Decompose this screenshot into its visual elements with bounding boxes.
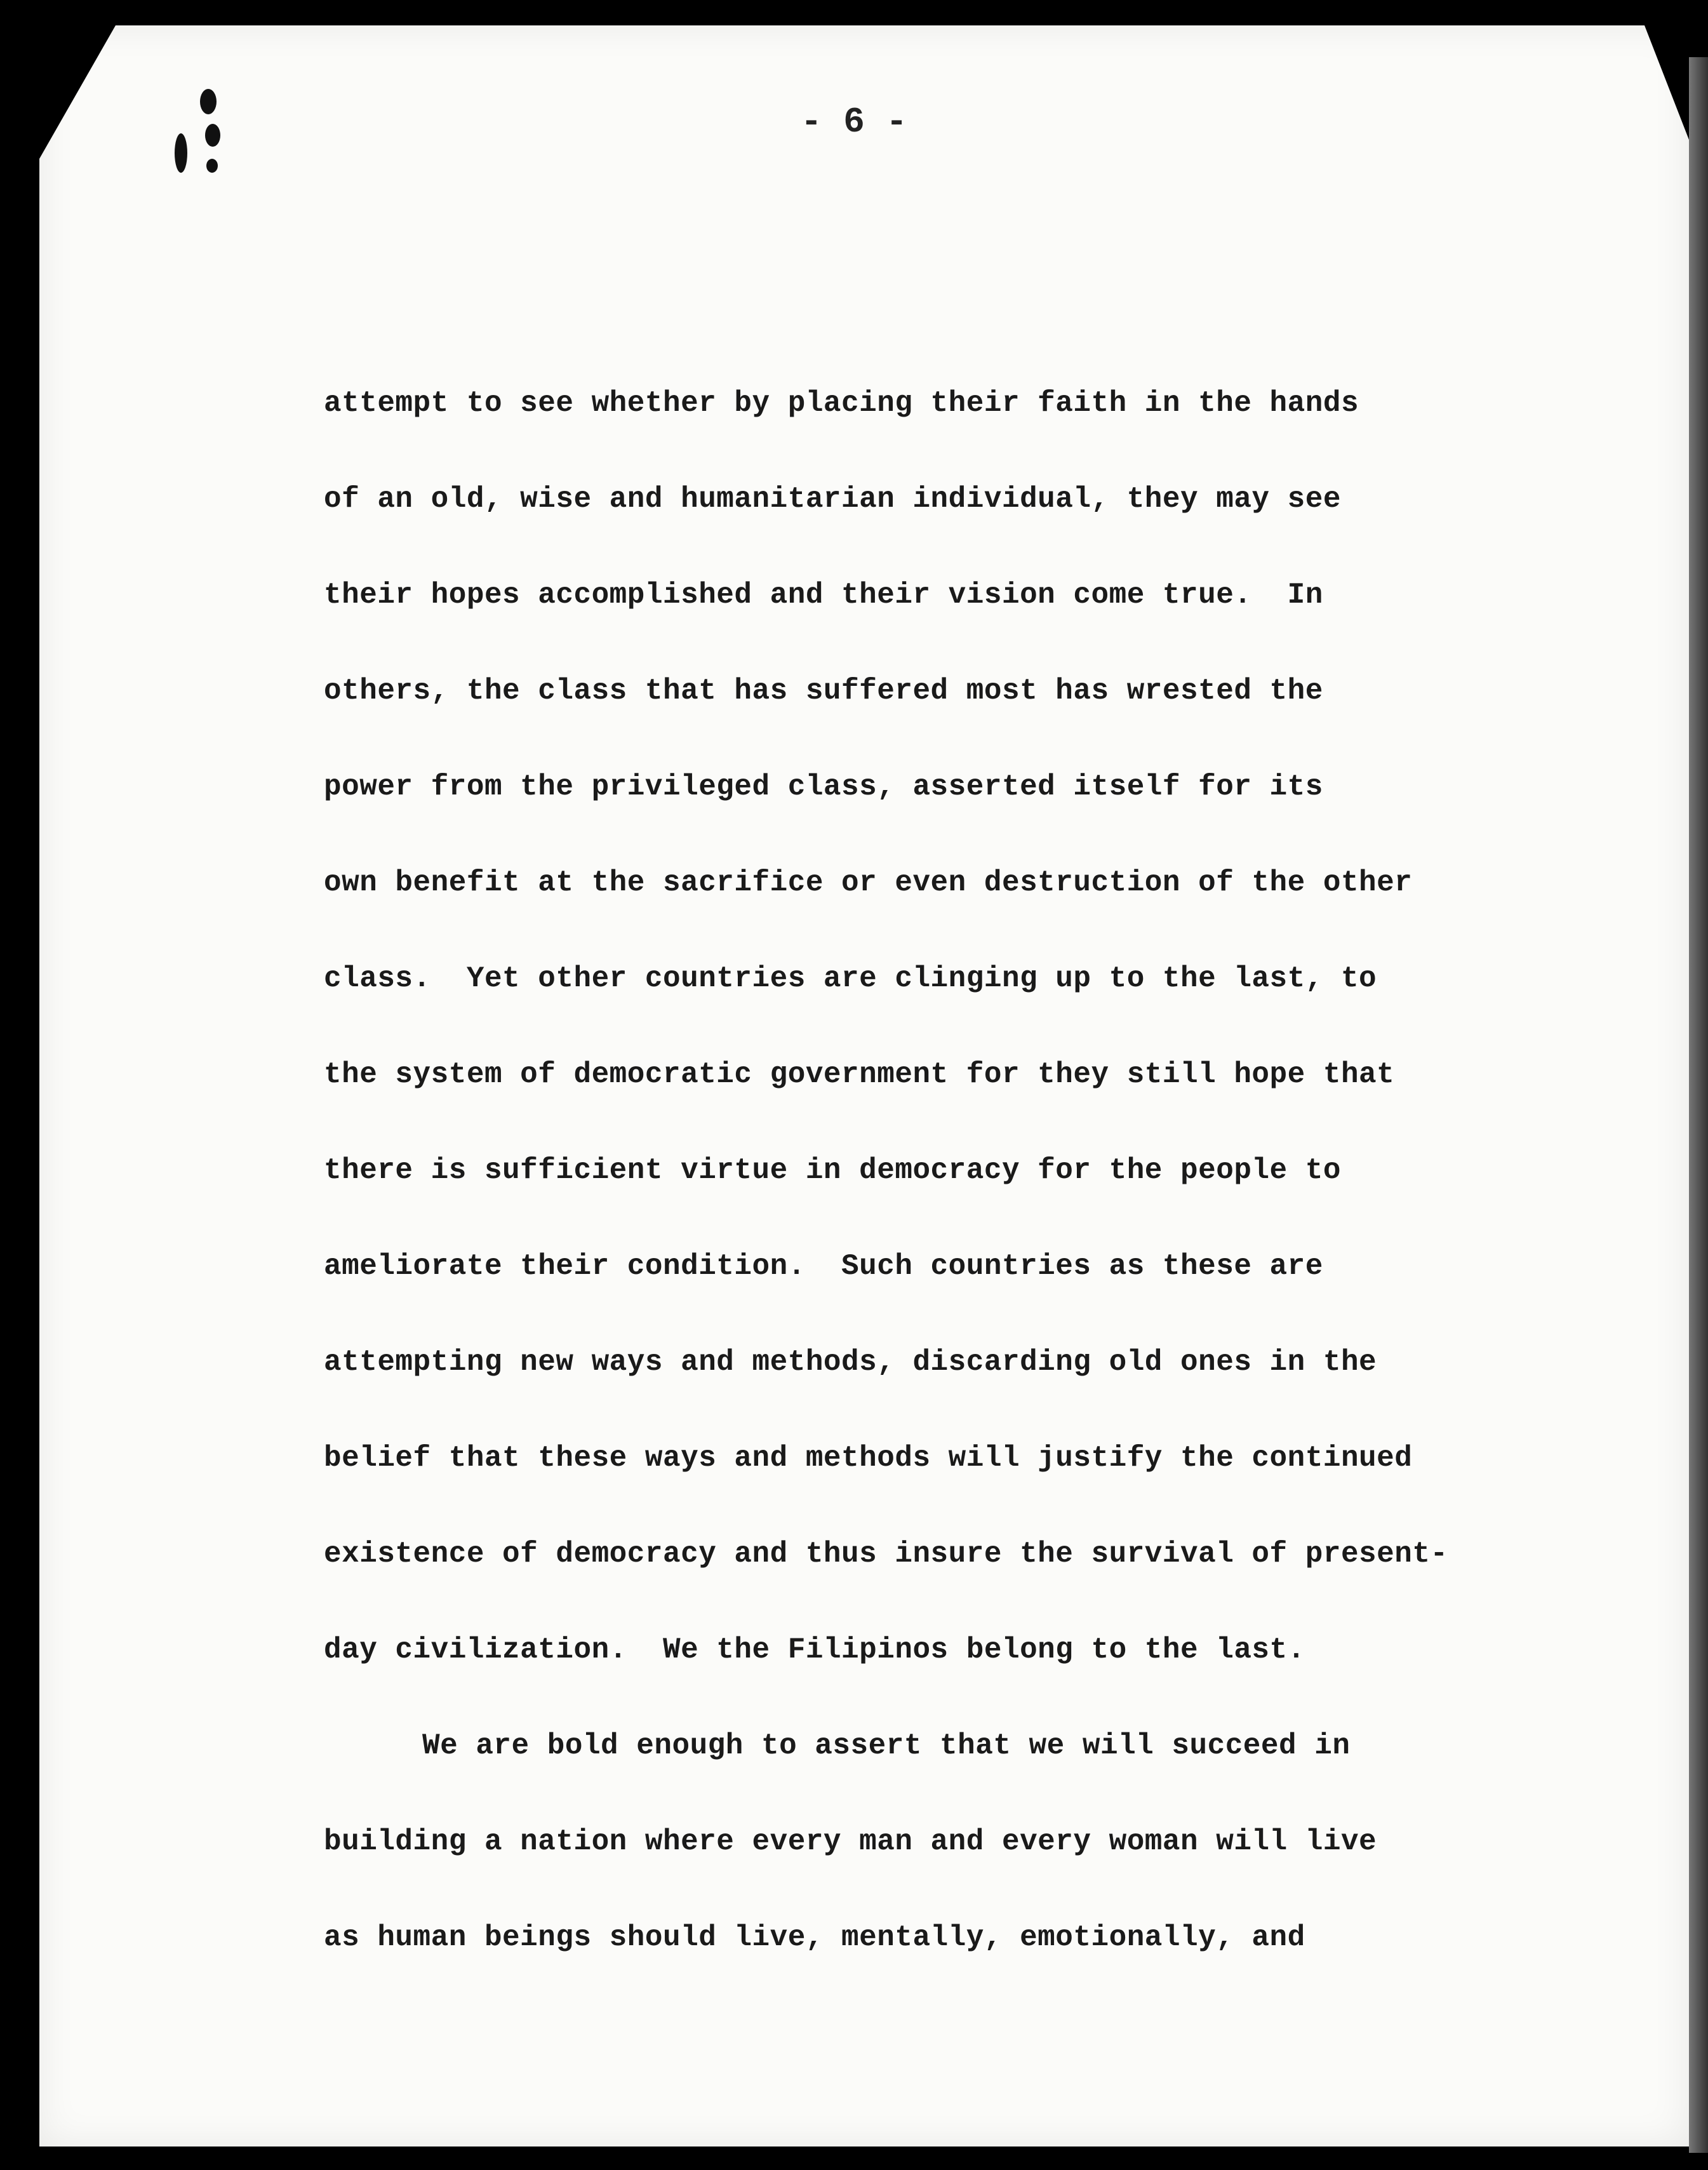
text-line: day civilization. We the Filipinos belong to the last. (324, 1633, 1305, 1666)
text-line: building a nation where every man and every woman will live (324, 1825, 1377, 1858)
text-line: of an old, wise and humanitarian individual, they may see (324, 483, 1341, 516)
text-line: own benefit at the sacrifice or even destruction of the other (324, 866, 1413, 899)
text-line: there is sufficient virtue in democracy for the people to (324, 1154, 1341, 1187)
text-line: class. Yet other countries are clinging up to the last, to (324, 962, 1377, 995)
text-line: the system of democratic government for they still hope that (324, 1058, 1395, 1091)
paragraph-start-line: We are bold enough to assert that we will succeed in (422, 1729, 1351, 1762)
text-line: attempt to see whether by placing their faith in the hands (324, 387, 1359, 420)
body-text (324, 356, 1568, 1986)
text-line: attempting new ways and methods, discarding old ones in the (324, 1346, 1377, 1379)
text-line: power from the privileged class, asserted itself for its (324, 770, 1323, 803)
scan-right-edge (1689, 57, 1708, 2153)
text-line: ameliorate their condition. Such countries as these are (324, 1250, 1323, 1283)
text-line: others, the class that has suffered most has wrested the (324, 674, 1323, 707)
text-line: as human beings should live, mentally, emotionally, and (324, 1921, 1305, 1954)
text-line: belief that these ways and methods will justify the continued (324, 1442, 1413, 1475)
text-line: existence of democracy and thus insure the survival of present- (324, 1537, 1448, 1571)
text-line: their hopes accomplished and their vision come true. In (324, 579, 1323, 612)
page-number: - 6 - (800, 102, 908, 142)
